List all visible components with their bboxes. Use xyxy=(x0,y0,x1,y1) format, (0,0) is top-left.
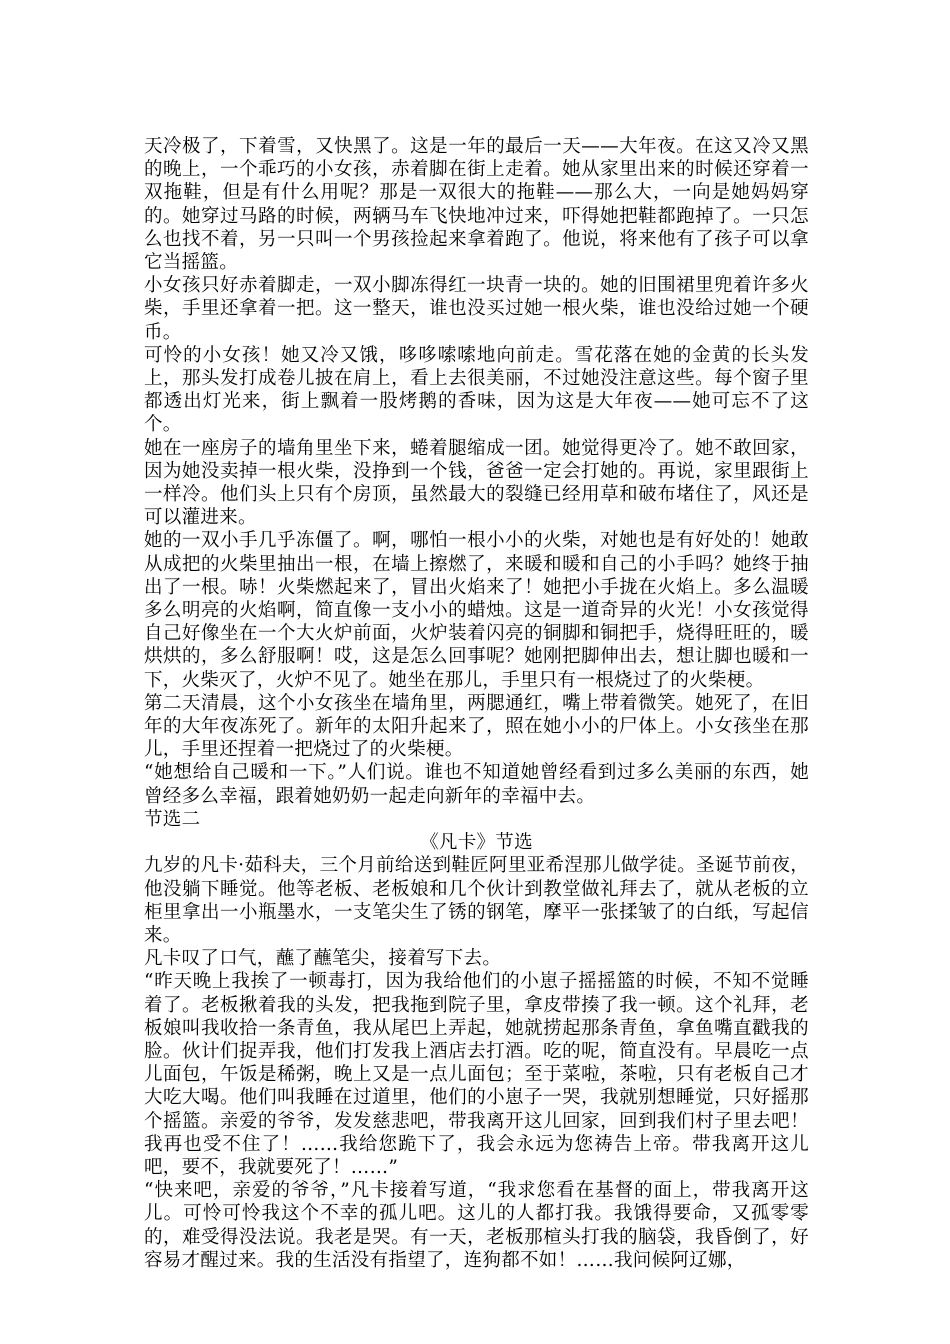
excerpt-title: 《凡卡》节选 xyxy=(420,832,533,854)
story1-paragraph-7: “她想给自己暖和一下。”人们说。谁也不知道她曾经看到过多么美丽的东西，她曾经多么幸福，跟着她奶奶一起走向新年的幸福中去。 xyxy=(144,762,809,807)
story1-paragraph-4: 她在一座房子的墙角里坐下来，蜷着腿缩成一团。她觉得更冷了。她不敢回家，因为她没卖掉一根火柴，没挣到一个钱，爸爸一定会打她的。再说，家里跟街上一样冷。他们头上只有个房顶，虽然最大的裂缝已经用草和破布堵住了，风还是可以灌进来。 xyxy=(144,437,809,529)
story1-paragraph-2: 小女孩只好赤着脚走，一双小脚冻得红一块青一块的。她的旧围裙里兜着许多火柴，手里还拿着一把。这一整天，谁也没买过她一根火柴，谁也没给过她一个硬币。 xyxy=(144,275,809,343)
story2-paragraph-4: “快来吧，亲爱的爷爷，”凡卡接着写道，“我求您看在基督的面上，带我离开这儿。可怜可怜我这个不幸的孤儿吧。这儿的人都打我。我饿得要命，又孤零零的，难受得没法说。我老是哭。有一天，老板那楦头打我的脑袋，我昏倒了，好容易才醒过来。我的生活没有指望了，连狗都不如！……我问候阿辽娜， xyxy=(144,1180,809,1271)
story2-paragraph-2: 凡卡叹了口气，蘸了蘸笔尖，接着写下去。 xyxy=(144,948,502,970)
story1-paragraph-3: 可怜的小女孩！她又冷又饿，哆哆嗦嗦地向前走。雪花落在她的金黄的长头发上，那头发打成卷儿披在肩上，看上去很美丽，不过她没注意这些。每个窗子里都透出灯光来，街上飘着一股烤鹅的香味，因为这是大年夜——她可忘不了这个。 xyxy=(144,344,809,436)
document-page xyxy=(144,135,809,1272)
section-heading: 节选二 xyxy=(144,808,201,830)
story1-paragraph-5: 她的一双小手几乎冻僵了。啊，哪怕一根小小的火柴，对她也是有好处的！她敢从成把的火柴里抽出一根，在墙上擦燃了，来暖和暖和自己的小手吗？她终于抽出了一根。哧！火柴燃起来了，冒出火焰来了！她把小手拢在火焰上。多么温暖多么明亮的火焰啊，简直像一支小小的蜡烛。这是一道奇异的火光！小女孩觉得自己好像坐在一个大火炉前面，火炉装着闪亮的铜脚和铜把手，烧得旺旺的，暖烘烘的，多么舒服啊！哎，这是怎么回事呢？她刚把脚伸出去，想让脚也暖和一下，火柴灭了，火炉不见了。她坐在那儿，手里只有一根烧过了的火柴梗。 xyxy=(144,530,809,691)
story2-paragraph-3: “昨天晚上我挨了一顿毒打，因为我给他们的小崽子摇摇篮的时候，不知不觉睡着了。老板揪着我的头发，把我拖到院子里，拿皮带揍了我一顿。这个礼拜，老板娘叫我收拾一条青鱼，我从尾巴上弄起，她就捞起那条青鱼，拿鱼嘴直戳我的脸。伙计们捉弄我，他们打发我上酒店去打酒。吃的呢，简直没有。早晨吃一点儿面包，午饭是稀粥，晚上又是一点儿面包；至于菜啦，茶啦，只有老板自己才大吃大喝。他们叫我睡在过道里，他们的小崽子一哭，我就别想睡觉，只好摇那个摇篮。亲爱的爷爷，发发慈悲吧，带我离开这儿回家，回到我们村子里去吧！我再也受不住了！……我给您跪下了，我会永远为您祷告上帝。带我离开这儿吧，要不，我就要死了！……” xyxy=(144,971,809,1178)
story1-paragraph-1: 天冷极了，下着雪，又快黑了。这是一年的最后一天——大年夜。在这又冷又黑的晚上，一个乖巧的小女孩，赤着脚在街上走着。她从家里出来的时候还穿着一双拖鞋，但是有什么用呢？那是一双很大的拖鞋——那么大，一向是她妈妈穿的。她穿过马路的时候，两辆马车飞快地冲过来，吓得她把鞋都跑掉了。一只怎么也找不着，另一只叫一个男孩捡起来拿着跑了。他说，将来他有了孩子可以拿它当摇篮。 xyxy=(144,136,809,274)
story2-paragraph-1: 九岁的凡卡·茹科夫，三个月前给送到鞋匠阿里亚希涅那儿做学徒。圣诞节前夜，他没躺下睡觉。他等老板、老板娘和几个伙计到教堂做礼拜去了，就从老板的立柜里拿出一小瓶墨水，一支笔尖生了锈的钢笔，摩平一张揉皱了的白纸，写起信来。 xyxy=(144,855,809,946)
story1-paragraph-6: 第二天清晨，这个小女孩坐在墙角里，两腮通红，嘴上带着微笑。她死了，在旧年的大年夜冻死了。新年的太阳升起来了，照在她小小的尸体上。小女孩坐在那儿，手里还捏着一把烧过了的火柴梗。 xyxy=(144,692,809,761)
